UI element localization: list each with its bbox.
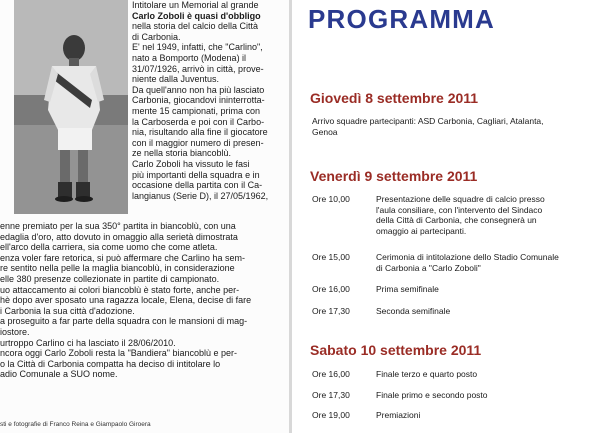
left-page: [0, 0, 290, 433]
bio-line: nia, risultando alla fine il giocatore: [132, 127, 268, 138]
photo-credit: sti e fotografie di Franco Reina e Giampaolo Giroera: [0, 421, 151, 428]
bio-line: ncora oggi Carlo Zoboli resta la "Bandiera" biancoblù e per-: [0, 348, 238, 359]
event-time: Ore 17,30: [312, 390, 350, 400]
bio-line: E' nel 1949, infatti, che "Carlino",: [132, 42, 263, 53]
bio-line: iostore.: [0, 326, 30, 337]
bio-line: adio Comunale a SUO nome.: [0, 369, 118, 380]
event-description: [376, 369, 576, 380]
bio-line: Carlo Zoboli ha vissuto le fasi: [132, 158, 250, 169]
day-note-line: Genoa: [312, 126, 338, 137]
bio-line: hè dopo aver sposato una ragazza locale, Elena, decise di fare: [0, 295, 252, 306]
bio-line: di Carbonia.: [132, 31, 181, 42]
bio-line: elle 380 presenze collezionate in partite di campionato.: [0, 273, 220, 284]
event-line: Prima semifinale: [376, 284, 439, 294]
bio-line: più importanti della squadra e in: [132, 169, 260, 180]
bio-line: con il maggior numero di presen-: [132, 137, 264, 148]
schedule-row: [312, 252, 582, 282]
event-line: Presentazione delle squadre di calcio presso: [376, 194, 545, 204]
event-description: [376, 390, 576, 401]
event-line: Seconda semifinale: [376, 306, 451, 316]
schedule-row: [312, 194, 582, 236]
bio-line: langianus (Serie D), il 27/05/1962,: [132, 190, 269, 201]
bio-line: Carbonia, giocandovi ininterrotta-: [132, 95, 265, 106]
event-description: [376, 306, 576, 317]
event-line: omaggio ai partecipanti.: [376, 225, 467, 236]
bio-line: i Carbonia la sua città d'adozione.: [0, 305, 135, 316]
bio-line: 31/07/1926, arrivò in città, prove-: [132, 63, 264, 74]
bio-line: re sentito nella pelle la maglia biancoblù, in considerazione: [0, 263, 235, 274]
bio-line: uo attaccamento ai colori biancoblù è stato forte, anche per-: [0, 284, 240, 295]
event-line: Cerimonia di intitolazione dello Stadio Comunale: [376, 252, 559, 262]
schedule-row: [312, 306, 582, 336]
event-line: di Carbonia a "Carlo Zoboli": [376, 262, 481, 273]
event-description: [376, 194, 576, 236]
event-description: [376, 252, 576, 273]
event-time: Ore 15,00: [312, 252, 350, 262]
event-line: della Città di Carbonia, che consegnerà un: [376, 215, 537, 226]
event-line: Premiazioni: [376, 410, 421, 420]
right-page: [292, 0, 589, 433]
event-line: Finale primo e secondo posto: [376, 390, 488, 400]
bio-line: urtroppo Carlino ci ha lasciato il 28/06/2010.: [0, 337, 176, 348]
bio-text-top: [132, 0, 284, 201]
player-photo-illustration: [14, 0, 128, 214]
bio-line: niente dalla Juventus.: [132, 74, 220, 85]
bio-line: la Carboserda e poi con il Carbo-: [132, 116, 265, 127]
player-photo: [14, 0, 128, 214]
bio-line: a proseguito a far parte della squadra con le mansioni di mag-: [0, 316, 248, 327]
bio-line: enne premiato per la sua 350° partita in biancoblù, con una: [0, 221, 236, 231]
event-line: Finale terzo e quarto posto: [376, 369, 478, 379]
day-title: Sabato 10 settembre 2011: [310, 342, 482, 358]
bio-line: edaglia d'oro, atto dovuto in omaggio alla serietà dimostrata: [0, 231, 238, 242]
program-title: PROGRAMMA: [308, 4, 496, 34]
event-description: [376, 410, 576, 421]
schedule-row: [312, 410, 582, 433]
bio-line: occasione della partita con il Ca-: [132, 180, 263, 191]
event-time: Ore 17,30: [312, 306, 350, 316]
bio-line: ze nella storia biancoblù.: [132, 148, 232, 159]
bio-text-bottom: [0, 221, 284, 380]
event-description: [376, 284, 576, 295]
day-note-line: Arrivo squadre partecipanti: ASD Carbonia, Cagliari, Atalanta,: [312, 116, 544, 126]
bio-line: Da quell'anno non ha più lasciato: [132, 84, 265, 95]
bio-line: ell'arco della carriera, sia come uomo che come atleta.: [0, 242, 218, 253]
bio-line: enza voler fare retorica, si può affermare che Carlino ha sem-: [0, 252, 245, 263]
event-time: Ore 19,00: [312, 410, 350, 420]
bio-line: Carlo Zoboli è quasi d'obbligo: [132, 10, 261, 21]
day-title: Venerdì 9 settembre 2011: [310, 168, 478, 184]
day-title: Giovedì 8 settembre 2011: [310, 90, 479, 106]
bio-line: nella storia del calcio della Città: [132, 21, 259, 32]
bio-line: mente 15 campionati, prima con: [132, 105, 261, 116]
bio-line: Intitolare un Memorial al grande: [132, 0, 259, 10]
event-time: Ore 16,00: [312, 284, 350, 294]
event-time: Ore 16,00: [312, 369, 350, 379]
event-time: Ore 10,00: [312, 194, 350, 204]
bio-line: nato a Bomporto (Modena) il: [132, 52, 247, 63]
bio-line: o la Città di Carbonia compatta ha deciso di intitolare lo: [0, 358, 221, 369]
event-line: l'aula consiliare, con l'intervento del Sindaco: [376, 204, 543, 215]
day-note: [312, 116, 552, 137]
